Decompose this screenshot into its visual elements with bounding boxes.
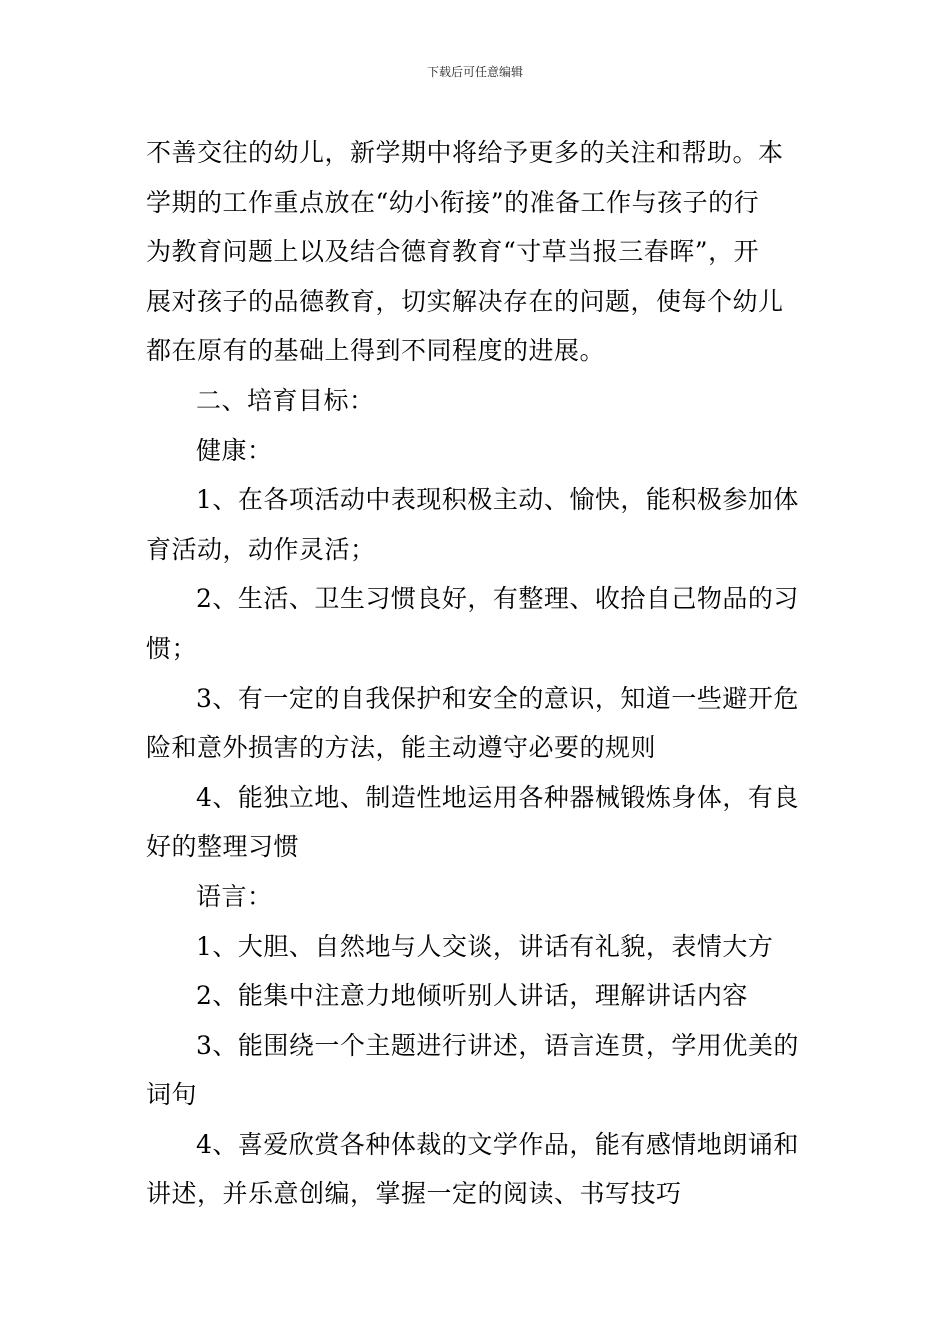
subheading-health — [146, 426, 810, 476]
paragraph-language-1 — [146, 922, 810, 972]
text-line: 3、能围绕一个主题进行讲述，语言连贯，学用优美的 — [196, 1030, 799, 1060]
text-line: 健康： — [196, 435, 273, 465]
text-line: 词句 — [146, 1080, 198, 1110]
paragraph-language-2 — [146, 971, 810, 1021]
text-line: 不善交往的幼儿，新学期中将给予更多的关注和帮助。本 — [146, 138, 784, 167]
paragraph-language-4 — [146, 1120, 810, 1219]
text-line: 讲述，并乐意创编，掌握一定的阅读、书写技巧 — [146, 1179, 682, 1209]
section-heading-goals — [146, 376, 810, 426]
text-line: 险和意外损害的方法，能主动遵守必要的规则 — [146, 733, 657, 763]
text-line: 1、在各项活动中表现积极主动、愉快，能积极参加体 — [196, 485, 799, 515]
document-body — [146, 128, 810, 1219]
text-line: 惯； — [146, 633, 198, 663]
paragraph-health-3 — [146, 674, 810, 773]
text-line: 展对孩子的品德教育，切实解决存在的问题，使每个幼儿 — [146, 286, 784, 316]
text-line: 语言： — [196, 881, 273, 911]
text-line: 3、有一定的自我保护和安全的意识，知道一些避开危 — [196, 683, 799, 713]
text-line: 为教育问题上以及结合德育教育“寸草当报三春晖”，开 — [146, 237, 760, 267]
text-line: 1、大胆、自然地与人交谈，讲话有礼貌，表情大方 — [196, 931, 774, 961]
text-line: 4、能独立地、制造性地运用各种器械锻炼身体，有良 — [196, 782, 799, 812]
text-line: 二、培育目标： — [196, 385, 375, 415]
paragraph-health-2 — [146, 574, 810, 673]
page-header: 下载后可任意编辑 — [426, 65, 523, 79]
text-line: 2、生活、卫生习惯良好，有整理、收拾自己物品的习 — [196, 584, 799, 614]
paragraph-intro — [146, 128, 810, 376]
text-line: 4、喜爱欣赏各种体裁的文学作品，能有感情地朗诵和 — [196, 1129, 799, 1159]
paragraph-language-3 — [146, 1021, 810, 1120]
subheading-language — [146, 872, 810, 922]
text-line: 好的整理习惯 — [146, 832, 300, 862]
text-line: 育活动，动作灵活； — [146, 534, 376, 564]
text-line: 学期的工作重点放在“幼小衔接”的准备工作与孩子的行 — [146, 187, 760, 217]
text-line: 2、能集中注意力地倾听别人讲话，理解讲话内容 — [196, 981, 748, 1011]
paragraph-health-1 — [146, 475, 810, 574]
text-line: 都在原有的基础上得到不同程度的进展。 — [146, 336, 606, 366]
paragraph-health-4 — [146, 773, 810, 872]
